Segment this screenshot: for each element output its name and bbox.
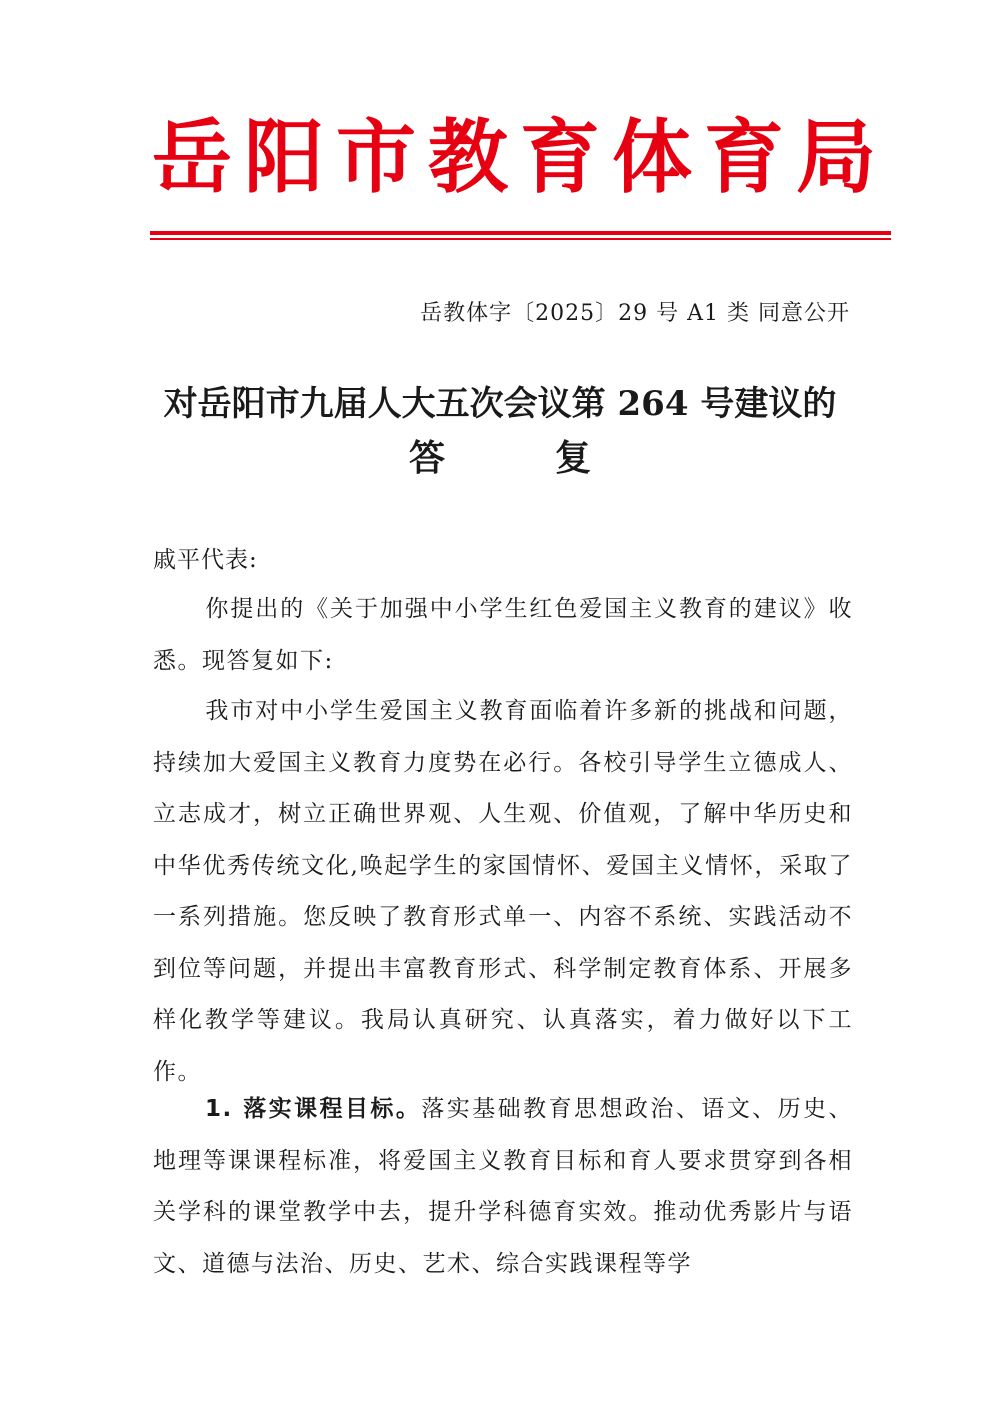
document-number: 岳教体字〔2025〕29 号 A1 类 同意公开 bbox=[420, 301, 850, 326]
paragraph-2-text: 我市对中小学生爱国主义教育面临着许多新的挑战和问题，持续加大爱国主义教育力度势在必行。各校引导学生立德成人、立志成才，树立正确世界观、人生观、价值观，了解中华历史和中华优秀传统文化,唤起学生的家国情怀、爱国主义情怀，采取了一系列措施。您反映了教育形式单一、内容不系统、实践活动不到位等问题，并提出丰富教育形式、科学制定教育体系、开展多样化教学等建议。我局认真研究、认真落实，着力做好以下工作。 bbox=[153, 698, 853, 1085]
paragraph-1-text: 你提出的《关于加强中小学生红色爱国主义教育的建议》收悉。现答复如下: bbox=[153, 596, 853, 674]
paragraph-3-heading: 1. 落实课程目标。 bbox=[205, 1096, 422, 1122]
masthead-rule-thick bbox=[150, 231, 891, 235]
document-title-line-2 bbox=[120, 432, 880, 484]
agency-masthead: 岳阳市教育体育局 bbox=[152, 111, 888, 204]
title-char-fu: 复 bbox=[555, 437, 592, 479]
body-paragraph-1 bbox=[153, 584, 853, 687]
paragraph-3-text: 落实基础教育思想政治、语文、历史、地理等课课程标准，将爱国主义教育目标和育人要求贯穿到各相关学科的课堂教学中去，提升学科德育实效。推动优秀影片与语文、道德与法治、历史、艺术、综合实践课程等学 bbox=[153, 1096, 854, 1277]
document-title-line-1: 对岳阳市九届人大五次会议第 264 号建议的 bbox=[163, 384, 837, 424]
body-paragraph-2 bbox=[153, 686, 853, 1098]
body-paragraph-3 bbox=[153, 1084, 853, 1290]
salutation: 戚平代表: bbox=[153, 547, 258, 573]
title-char-da: 答 bbox=[408, 437, 445, 479]
masthead-rule-thin bbox=[150, 238, 891, 240]
